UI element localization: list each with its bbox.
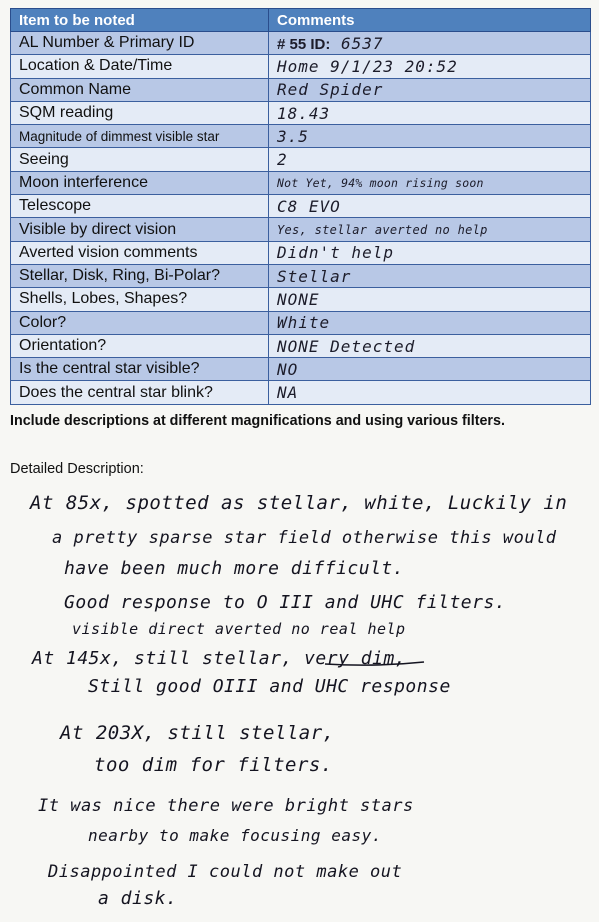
row-label: Stellar, Disk, Ring, Bi-Polar? xyxy=(11,264,269,287)
row-label: Visible by direct vision xyxy=(11,218,269,241)
table-row xyxy=(11,55,591,78)
row-label: Telescope xyxy=(11,195,269,218)
row-value: Didn't help xyxy=(269,241,591,264)
header-item: Item to be noted xyxy=(11,9,269,32)
header-comments: Comments xyxy=(269,9,591,32)
row-value: Red Spider xyxy=(269,78,591,101)
table-row xyxy=(11,358,591,381)
row-value: 18.43 xyxy=(269,101,591,124)
row-label: Common Name xyxy=(11,78,269,101)
row-value: Home 9/1/23 20:52 xyxy=(269,55,591,78)
row-label: Shells, Lobes, Shapes? xyxy=(11,288,269,311)
row-label: AL Number & Primary ID xyxy=(11,32,269,55)
handwritten-line: a disk. xyxy=(98,888,178,909)
row-value: NO xyxy=(269,358,591,381)
row-value-al-number xyxy=(269,32,591,55)
handwritten-line: too dim for filters. xyxy=(94,754,333,776)
table-row xyxy=(11,264,591,287)
handwritten-line: Good response to O III and UHC filters. xyxy=(64,592,507,613)
row-value: NONE xyxy=(269,288,591,311)
row-value: Not Yet, 94% moon rising soon xyxy=(269,171,591,194)
table-row xyxy=(11,78,591,101)
row-label: Does the central star blink? xyxy=(11,381,269,404)
primary-id-value: 6537 xyxy=(341,33,384,53)
al-number-prefix: # 55 ID: xyxy=(277,35,331,53)
table-row xyxy=(11,195,591,218)
handwritten-line: At 85x, spotted as stellar, white, Luckily in xyxy=(30,492,568,514)
row-label: Is the central star visible? xyxy=(11,358,269,381)
table-row xyxy=(11,171,591,194)
row-label: Location & Date/Time xyxy=(11,55,269,78)
handwritten-line: nearby to make focusing easy. xyxy=(88,826,382,845)
table-row xyxy=(11,101,591,124)
instructions-text: Include descriptions at different magnifications and using various filters. xyxy=(10,413,505,429)
handwritten-line: visible direct averted no real help xyxy=(72,620,406,638)
row-label: Color? xyxy=(11,311,269,334)
row-label: Orientation? xyxy=(11,334,269,357)
table-row xyxy=(11,218,591,241)
handwritten-line: a pretty sparse star field otherwise this would xyxy=(52,528,557,548)
row-value: White xyxy=(269,311,591,334)
observation-form-table xyxy=(10,8,591,405)
detailed-description-label: Detailed Description: xyxy=(10,461,144,477)
row-value: Stellar xyxy=(269,264,591,287)
handwritten-line: Disappointed I could not make out xyxy=(48,862,403,882)
handwritten-line: It was nice there were bright stars xyxy=(38,796,414,816)
row-value: C8 EVO xyxy=(269,195,591,218)
row-value: 3.5 xyxy=(269,125,591,148)
row-label: SQM reading xyxy=(11,101,269,124)
handwritten-line: have been much more difficult. xyxy=(64,558,405,579)
table-header-row xyxy=(11,9,591,32)
row-label: Averted vision comments xyxy=(11,241,269,264)
row-value: 2 xyxy=(269,148,591,171)
table-row xyxy=(11,32,591,55)
row-label: Seeing xyxy=(11,148,269,171)
handwritten-line: At 203X, still stellar, xyxy=(60,722,335,744)
handwritten-line: At 145x, still stellar, very dim, xyxy=(32,648,407,669)
row-value: NONE Detected xyxy=(269,334,591,357)
table-row xyxy=(11,311,591,334)
table-row xyxy=(11,125,591,148)
row-label: Moon interference xyxy=(11,171,269,194)
table-row xyxy=(11,381,591,404)
table-row xyxy=(11,148,591,171)
row-label: Magnitude of dimmest visible star xyxy=(11,125,269,148)
table-row xyxy=(11,241,591,264)
row-value: NA xyxy=(269,381,591,404)
handwritten-line: Still good OIII and UHC response xyxy=(88,676,451,697)
row-value: Yes, stellar averted no help xyxy=(269,218,591,241)
table-row xyxy=(11,334,591,357)
table-row xyxy=(11,288,591,311)
